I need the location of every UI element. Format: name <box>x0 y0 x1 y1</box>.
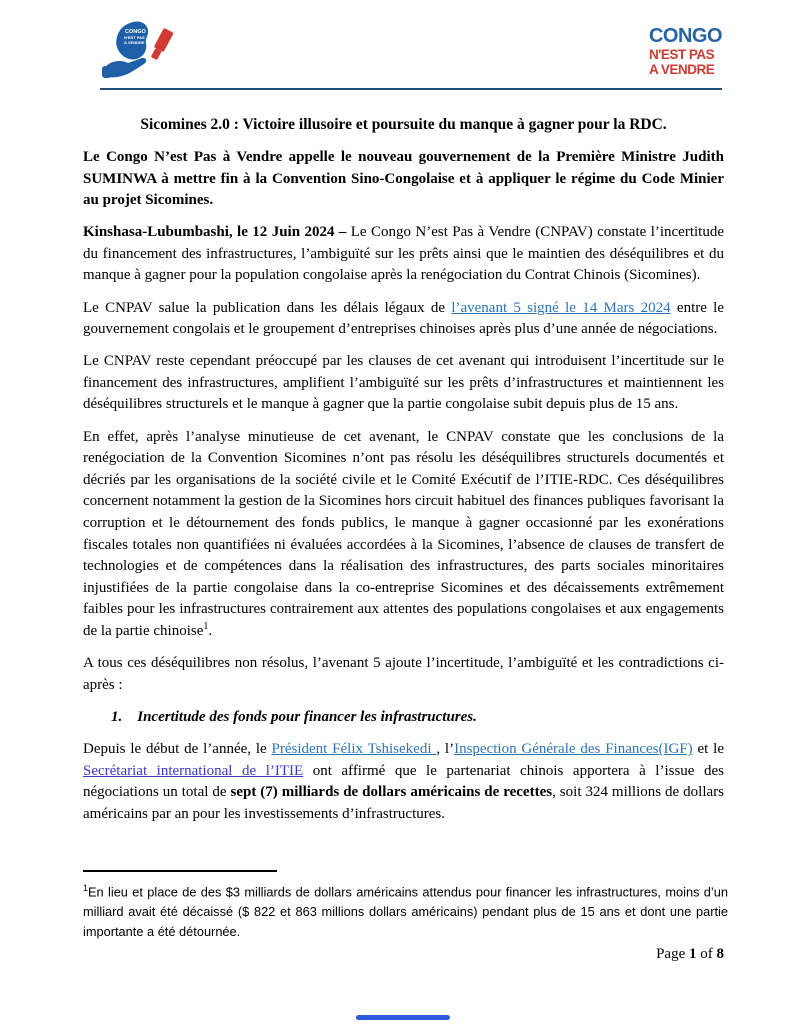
page-number <box>656 946 724 963</box>
footnote-marker: 1 <box>83 883 89 893</box>
cnpav-logo-icon <box>100 20 190 86</box>
footnote-text: En lieu et place de des $3 milliards de dollars américains attendus pour financer les infrastructures, moins d’un milliard avait été décaissé ($ 822 et 863 millions dollars américains) pendant plus de 15 ans et dont une partie importante a été détournée. <box>83 884 728 939</box>
paragraph-avenant: Le CNPAV salue la publication dans les délais légaux de l’avenant 5 signé le 14 Mars 2024 entre le gouvernement congolais et le groupement d’entreprises chinoises après plus d’une année de négociations. <box>83 299 724 338</box>
paragraph-dateline: Kinshasa-Lubumbashi, le 12 Juin 2024 – Le Congo N’est Pas à Vendre (CNPAV) constate l’incertitude du financement des infrastructures, l’ambiguïté sur les prêts ainsi que le maintien des déséquilibres et du manque à gagner pour la population congolaise après la renégociation du Contrat Chinois (Sicomines). <box>83 224 724 284</box>
footnote <box>83 879 728 942</box>
igf-link[interactable]: Inspection Générale des Finances(IGF) <box>454 741 693 758</box>
paragraph-depuis: Depuis le début de l’année, le Président Félix Tshisekedi , l’Inspection Générale des Finances(IGF) et le Secrétariat international de l’ITIE ont affirmé que le partenariat chinois apportera à l’issue des négociations un total de sept (7) milliards de dollars américains de recettes, soit 324 millions de dollars américains par an pour les investissements d’infrastructures. <box>83 741 725 823</box>
itie-link[interactable]: Secrétariat international de l’ITIE <box>83 762 304 779</box>
page-number-total: 8 <box>716 946 724 962</box>
paragraph-en-effet: En effet, après l’analyse minutieuse de cet avenant, le CNPAV constate que les conclusions de la renégociation de la Convention Sicomines n’ont pas résolu les déséquilibres structurels documentés et décriés par les organisations de la société civile et le Comité Exécutif de l’ITIE-RDC. Ces déséquilibres concernent notamment la gestion de la Sicomines hors circuit habituel des finances publiques favorisant la corruption et le détournement des fonds publics, le manque à gagner occasionné par les exonérations fiscales totales non quantifiées ni évaluées accordées à la Sicomines, l’absence de clauses de transfert de technologies et de compétences dans la réalisation des infrastructures, des parts sociales minoritaires injustifiées de la partie congolaise dans la co-entreprise Sicomines et des décaissements extrêmement faibles pour les infrastructures contrairement aux attentes des populations congolaises et aux engagements de la partie chinoise$^1$. <box>83 428 724 639</box>
document-content <box>83 106 724 836</box>
section-1-heading: 1. Incertitude des fonds pour financer les infrastructures. <box>111 708 477 725</box>
bottom-indicator-bar <box>356 1015 450 1020</box>
page-number-of: of <box>696 946 717 962</box>
lead-paragraph: Le Congo N’est Pas à Vendre appelle le nouveau gouvernement de la Première Ministre Judith SUMINWA à mettre fin à la Convention Sino-Congolaise et à appliquer le régime du Code Minier au projet Sicomines. <box>83 149 724 209</box>
wordmark-line-nest-pas: N'EST PAS <box>648 47 715 62</box>
footnote-separator <box>83 870 277 872</box>
paragraphs <box>83 147 724 826</box>
svg-text:CONGO: CONGO <box>125 29 146 35</box>
wordmark-line-congo: CONGO <box>648 25 722 47</box>
paragraph-a-tous: A tous ces déséquilibres non résolus, l’avenant 5 ajoute l’incertitude, l’ambiguïté et les contradictions ci-après : <box>83 654 724 693</box>
page-number-prefix: Page <box>656 946 689 962</box>
cnpav-logo <box>100 20 190 86</box>
avenant-5-link[interactable]: l’avenant 5 signé le 14 Mars 2024 <box>451 299 671 316</box>
svg-text:N'EST PAS: N'EST PAS <box>124 35 145 40</box>
wordmark-line-a-vendre: A VENDRE <box>648 61 715 77</box>
header <box>100 20 724 86</box>
svg-text:A VENDRE: A VENDRE <box>124 40 145 45</box>
paragraph-preoccupe: Le CNPAV reste cependant préoccupé par les clauses de cet avenant qui introduisent l’incertitude sur le financement des infrastructures, amplifient l’ambiguïté sur les prêts d’infrastructures et maintiennent les déséquilibres structurels et le manque à gagner que la partie congolaise subit depuis plus de 15 ans. <box>83 353 724 413</box>
cnpav-wordmark <box>649 26 722 76</box>
header-rule <box>100 88 722 90</box>
page-number-current: 1 <box>689 946 697 962</box>
president-tshisekedi-link[interactable]: Président Félix Tshisekedi <box>271 741 437 758</box>
document-title: Sicomines 2.0 : Victoire illusoire et poursuite du manque à gagner pour la RDC. <box>140 116 667 133</box>
